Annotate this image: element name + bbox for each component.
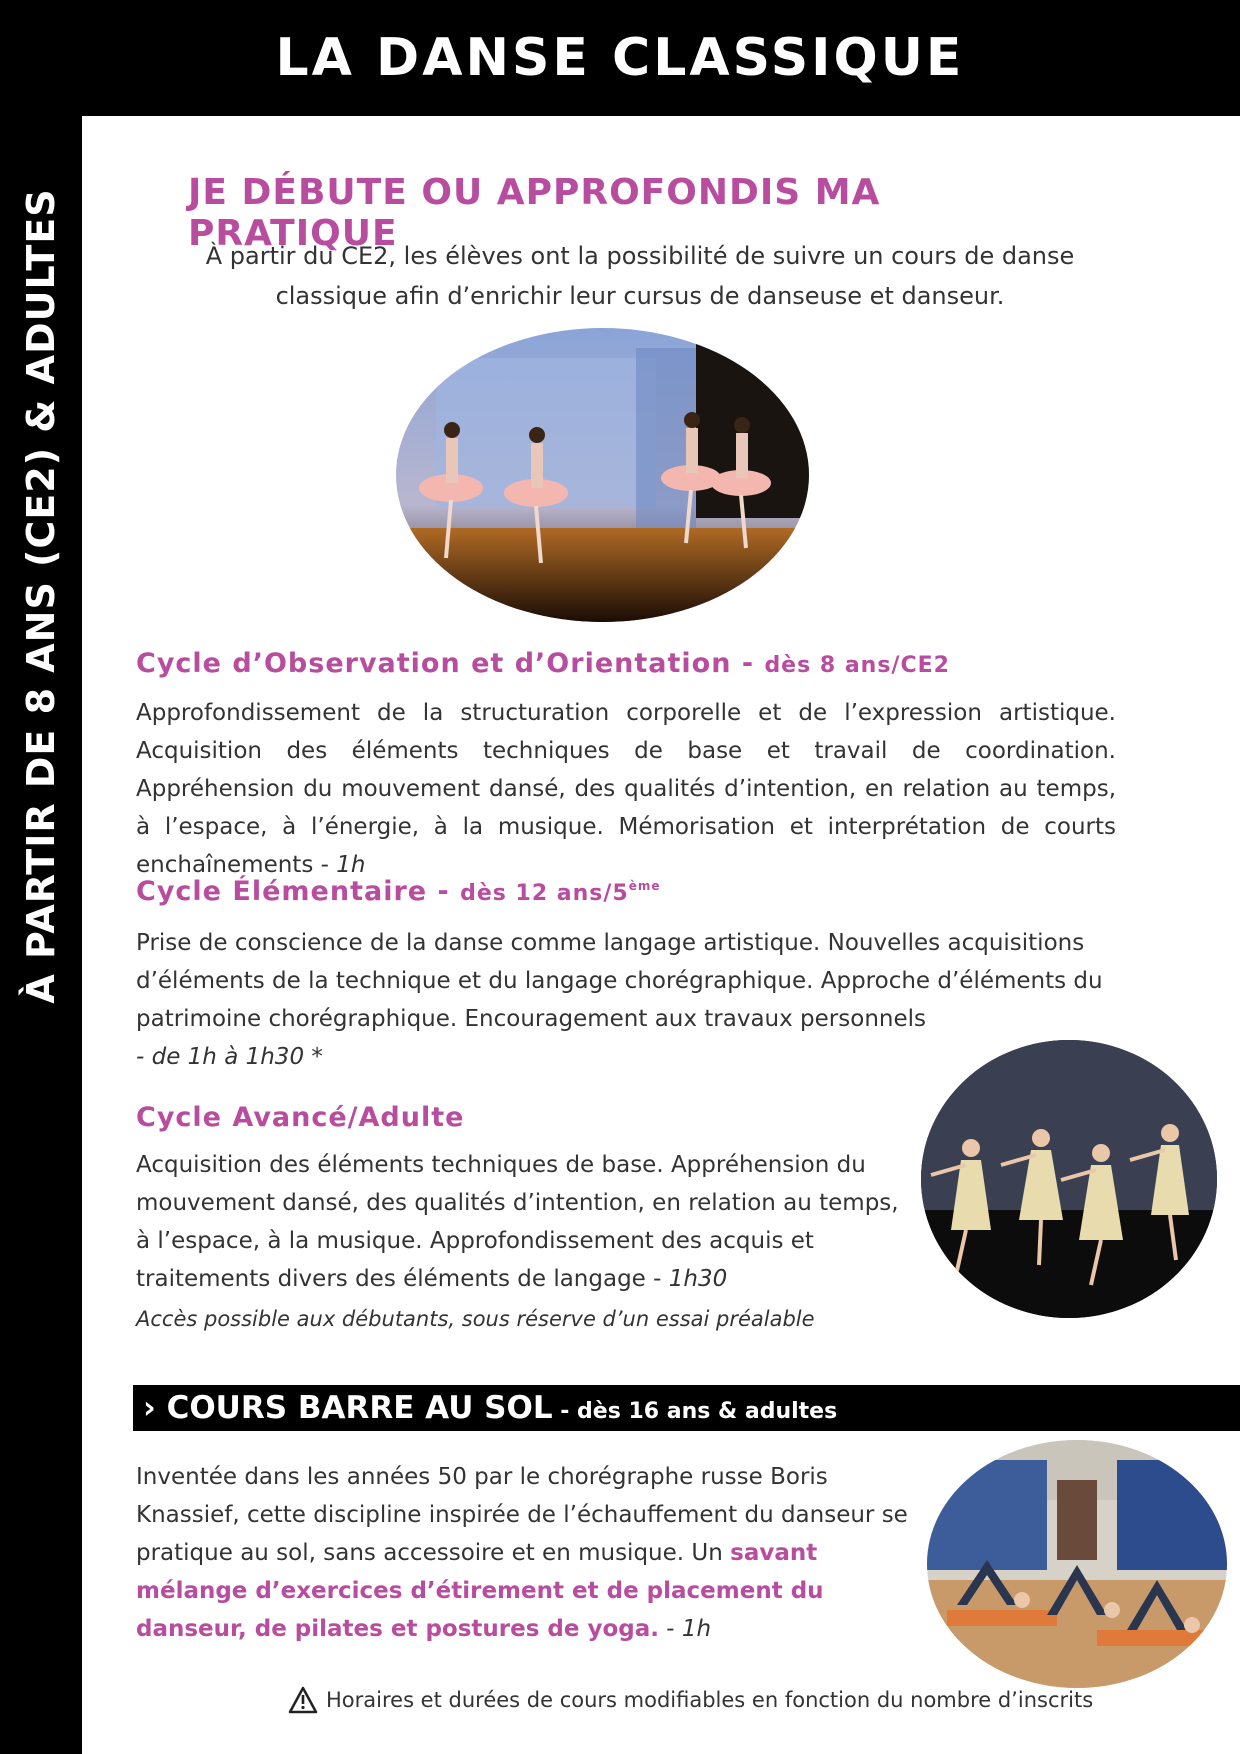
barre-text-start: Inventée dans les années 50 par le chorégraphe russe Boris Knassief, cette discipline inspirée de l’échauffement du danseur se pratique au sol, sans accessoire et en musique. Un (136, 1464, 908, 1566)
cycle-observation-age: dès 8 ans/CE2 (764, 653, 950, 678)
cycle-observation-name: Cycle d’Observation et d’Orientation (136, 648, 732, 679)
cycle-avance-description: Acquisition des éléments techniques de base. Appréhension du mouvement dansé, des qualités d’intention, en relation au temps, à l’espace, à la musique. Approfondissement des acquis et traitements divers des éléments de langage - (136, 1152, 899, 1292)
barre-au-sol-title (143, 1390, 837, 1426)
cycle-observation-title (136, 648, 950, 679)
barre-au-sol-title-main: › COURS BARRE AU SOL (143, 1390, 553, 1426)
cycle-elementaire-duration: - de 1h à 1h30 * (136, 1044, 323, 1070)
cycle-elementaire-sup: ème (628, 879, 661, 893)
cycle-elementaire-title (136, 876, 661, 907)
barre-text-end: - (659, 1616, 682, 1642)
cycle-avance-duration: 1h30 (668, 1266, 728, 1292)
header-band (0, 0, 1240, 116)
barre-au-sol-photo (927, 1440, 1227, 1688)
cycle-observation-duration: 1h (336, 852, 366, 878)
barre-au-sol-band (133, 1385, 1240, 1431)
side-tab-label: À PARTIR DE 8 ANS (CE2) & ADULTES (19, 188, 63, 1004)
cycle-elementaire-description: Prise de conscience de la danse comme langage artistique. Nouvelles acquisitions d’éléments de la technique et du langage chorégraphique. Approche d’éléments du patrimoine chorégraphique. Encouragement aux travaux personnels (136, 930, 1103, 1032)
section-title: JE DÉBUTE OU APPROFONDIS MA PRATIQUE (188, 172, 881, 254)
cycle-avance-note: Accès possible aux débutants, sous réserve d’un essai préalable (136, 1307, 815, 1331)
intro-line-2: classique afin d’enrichir leur cursus de danseuse et danseur. (275, 282, 1005, 310)
cycle-elementaire-age: dès 12 ans/5 (460, 881, 629, 906)
intro-text (190, 236, 1090, 316)
barre-highlight: savant mélange d’exercices d’étirement et de placement du danseur, de pilates et postures de yoga. (136, 1540, 824, 1642)
cycle-avance-text (136, 1146, 916, 1298)
side-tab (0, 116, 82, 1004)
ballet-students-photo (396, 328, 809, 622)
adult-dancers-photo (921, 1040, 1217, 1318)
cycle-avance-title (136, 1102, 464, 1133)
page-title: LA DANSE CLASSIQUE (275, 28, 965, 88)
cycle-elementaire-text (136, 924, 1116, 1076)
cycle-elementaire-separator: - (427, 876, 461, 907)
cycle-elementaire-name: Cycle Élémentaire (136, 876, 428, 907)
cycle-avance-name: Cycle Avancé/Adulte (136, 1102, 465, 1133)
footer-note (288, 1686, 1093, 1714)
cycle-observation-text (136, 694, 1116, 884)
warning-icon (288, 1686, 318, 1714)
cycle-observation-description: Approfondissement de la structuration corporelle et de l’expression artistique. Acquisition des éléments techniques de base et travail de coordination. Appréhension du mouvement dansé, des qualités d’intention, en relation au temps, à l’espace, à l’énergie, à la musique. Mémorisation et interprétation de courts enchaînements - (136, 700, 1116, 878)
barre-duration: 1h (681, 1616, 712, 1642)
barre-au-sol-text (136, 1458, 926, 1648)
barre-au-sol-subtitle: - dès 16 ans & adultes (552, 1399, 838, 1424)
cycle-observation-separator: - (731, 648, 765, 679)
intro-line-1: À partir du CE2, les élèves ont la possibilité de suivre un cours de danse (205, 242, 1075, 270)
footer-note-text: Horaires et durées de cours modifiables en fonction du nombre d’inscrits (326, 1688, 1094, 1712)
